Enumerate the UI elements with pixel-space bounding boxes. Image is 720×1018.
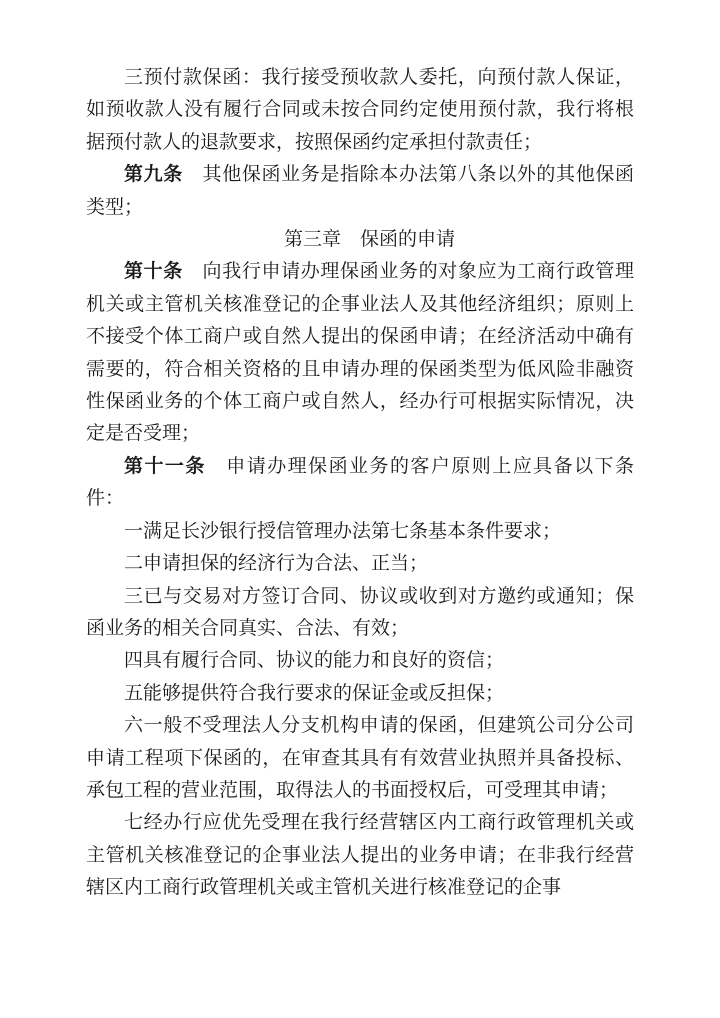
condition-item-1 — [86, 515, 634, 547]
document-page — [86, 61, 634, 904]
condition-item-7 — [86, 806, 634, 903]
article-9 — [86, 158, 634, 223]
article-text: 申请办理保函业务的客户原则上应具备以下条件： — [86, 454, 634, 510]
condition-item-5 — [86, 677, 634, 709]
paragraph-text: 七经办行应优先受理在我行经营辖区内工商行政管理机关或主管机关核准登记的企事业法人提出的业务申请；在非我行经营辖区内工商行政管理机关或主管机关进行核准登记的企事 — [86, 811, 634, 899]
article-text: 向我行申请办理保函业务的对象应为工商行政管理机关或主管机关核准登记的企事业法人及其他经济组织；原则上不接受个体工商户或自然人提出的保函申请；在经济活动中确有需要的，符合相关资格的且申请办理的保函类型为低风险非融资性保函业务的个体工商户或自然人，经办行可根据实际情况，决定是否受理； — [86, 260, 634, 445]
condition-item-2 — [86, 547, 634, 579]
paragraph-text: 二申请担保的经济行为合法、正当； — [124, 552, 429, 575]
condition-item-4 — [86, 644, 634, 676]
article-label: 第十条 — [124, 260, 183, 283]
chapter-heading: 第三章 保函的申请 — [283, 228, 455, 251]
article-10 — [86, 255, 634, 449]
paragraph-text: 三已与交易对方签订合同、协议或收到对方邀约或通知；保函业务的相关合同真实、合法、有效； — [86, 584, 634, 639]
article-text: 其他保函业务是指除本办法第八条以外的其他保函类型； — [86, 163, 634, 218]
paragraph-text: 五能够提供符合我行要求的保证金或反担保； — [124, 681, 505, 704]
paragraph-text: 三预付款保函：我行接受预收款人委托，向预付款人保证，如预收款人没有履行合同或未按合同约定使用预付款，我行将根据预付款人的退款要求，按照保函约定承担付款责任； — [86, 66, 634, 153]
paragraph-text: 一满足长沙银行授信管理办法第七条基本条件要求； — [124, 519, 562, 542]
article-label: 第十一条 — [124, 454, 206, 477]
condition-item-6 — [86, 709, 634, 806]
paragraph-advance-payment-guarantee — [86, 61, 634, 158]
paragraph-text: 六一般不受理法人分支机构申请的保函，但建筑公司分公司申请工程项下保函的，在审查其具有有效营业执照并具备投标、承包工程的营业范围，取得法人的书面授权后，可受理其申请； — [86, 714, 634, 801]
article-11 — [86, 450, 634, 515]
paragraph-text: 四具有履行合同、协议的能力和良好的资信； — [124, 649, 505, 672]
article-label: 第九条 — [124, 163, 183, 186]
condition-item-3 — [86, 580, 634, 645]
